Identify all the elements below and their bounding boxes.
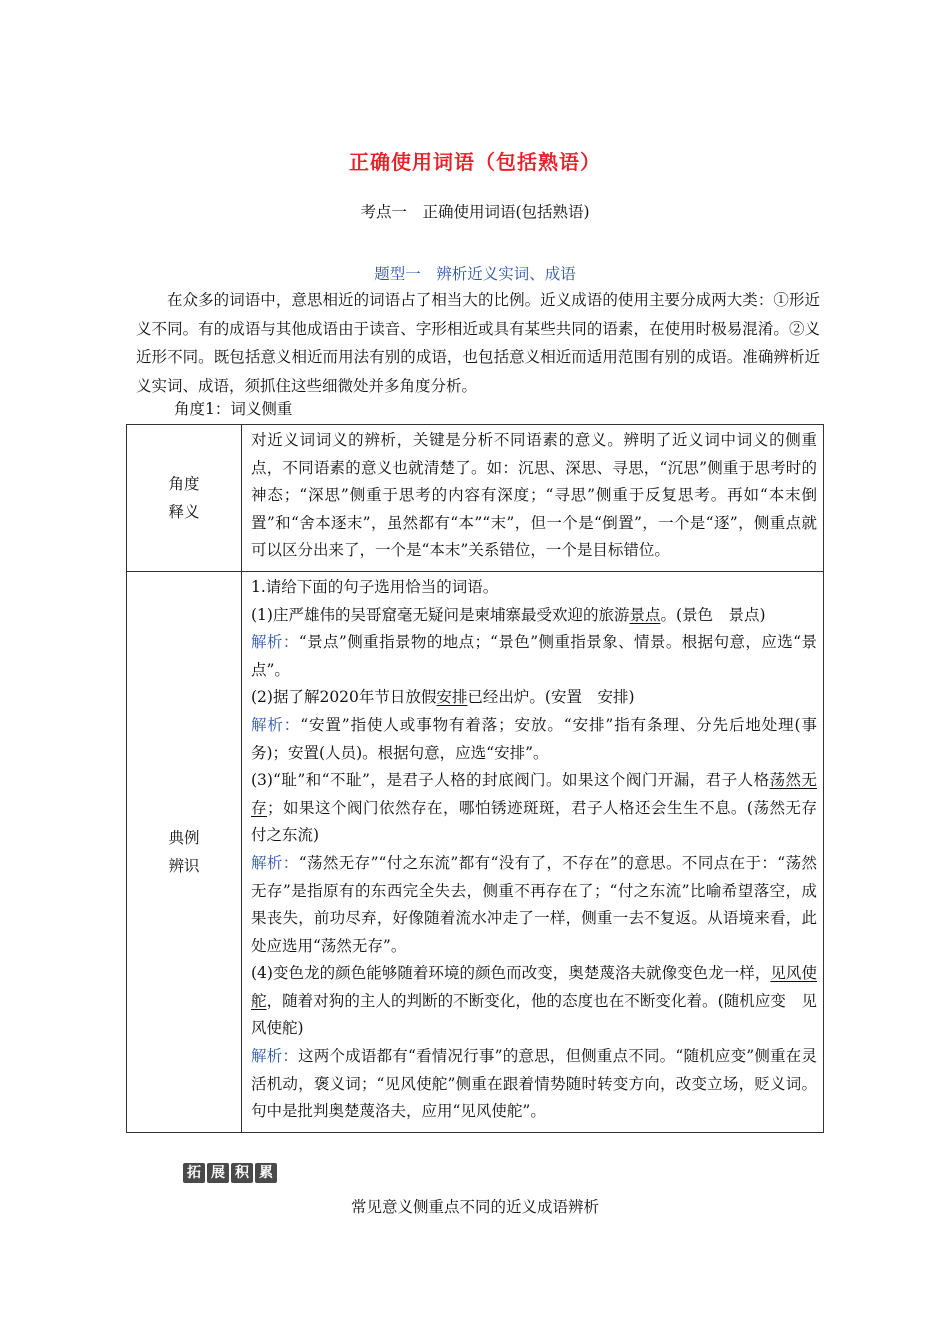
- analysis-label: 解析：: [251, 853, 299, 872]
- analysis-text: 这两个成语都有“看情况行事”的意思，但侧重点不同。“随机应变”侧重在灵活机动，褒义词；“见风使舵”侧重在跟着情势随时转变方向，改变立场，贬义词。句中是批判奥楚蔑洛夫，应用“见风使舵”。: [251, 1047, 817, 1121]
- item-text: ；如果这个阀门依然存在，哪怕锈迹斑斑，君子人格还会生生不息。(荡然无存 付之东流): [251, 798, 833, 845]
- item-1: [251, 602, 817, 630]
- analysis-1: [251, 629, 817, 684]
- analysis-2: [251, 712, 817, 767]
- underlined-word: 景点: [629, 605, 661, 624]
- item-text: (1)庄严雄伟的吴哥窟毫无疑问是柬埔寨最受欢迎的旅游: [251, 605, 630, 624]
- item-text: (2)据了解2020年节日放假: [251, 688, 437, 707]
- row-content: [242, 425, 824, 572]
- table-row: [127, 425, 824, 572]
- badge-char: 拓: [183, 1163, 205, 1183]
- item-text: (3)“耻”和“不耻”，是君子人格的封底阀门。如果这个阀门开漏，君子人格: [251, 771, 770, 790]
- section-subtitle: 常见意义侧重点不同的近义成语辨析: [350, 1198, 599, 1216]
- item-text: 已经出炉。(安置 安排): [467, 688, 635, 707]
- item-text: 。(景色 景点): [660, 605, 766, 624]
- analysis-text: “荡然无存”“付之东流”都有“没有了，不存在”的意思。不同点在于：“荡然无存”是指原有的东西完全失去，侧重不再存在了；“付之东流”比喻希望落空，成果丧失，前功尽弃，好像随着流水冲走了一样，侧重一去不复返。从语境来看，此处应选用“荡然无存”。: [251, 853, 817, 955]
- underlined-word: 荡然无存: [251, 771, 817, 817]
- definition-text: 对近义词词义的辨析，关键是分析不同语素的意义。辨明了近义词中词义的侧重点，不同语素的意义也就清楚了。如：沉思、深思、寻思，“沉思”侧重于思考时的神态；“深思”侧重于思考的内容有深度；“寻思”侧重于反复思考。再如“本末倒置”和“舍本逐末”，虽然都有“本”“末”，但一个是“倒置”，一个是“逐”，侧重点就可以区分出来了，一个是“本末”关系错位，一个是目标错位。: [251, 431, 817, 560]
- underlined-word: 见风使舵: [251, 964, 817, 1010]
- row-label-line: 辨识: [168, 856, 200, 875]
- analysis-label: 解析：: [251, 1047, 299, 1066]
- extension-badge: [183, 1163, 277, 1183]
- angle-heading: 角度1：词义侧重: [174, 400, 293, 418]
- row-label: [127, 571, 242, 1132]
- analysis-4: [251, 1043, 817, 1126]
- intro-text: 在众多的词语中，意思相近的词语占了相当大的比例。近义成语的使用主要分成两大类：①形近义不同。有的成语与其他成语由于读音、字形相近或具有某些共同的语素，在使用时极易混淆。②义近形不同。既包括意义相近而用法有别的成语，也包括意义相近而适用范围有别的成语。准确辨析近义实词、成语，须抓住这些细微处并多角度分析。: [136, 291, 820, 395]
- row-label-line: 释义: [168, 502, 200, 521]
- table-row: [127, 571, 824, 1132]
- row-content: [242, 571, 833, 1132]
- underlined-word: 安排: [436, 688, 468, 707]
- item-text: ，随着对狗的主人的判断的不断变化，他的态度也在不断变化着。(随机应变 见风使舵): [251, 991, 817, 1038]
- analysis-table: [126, 424, 833, 1133]
- badge-char: 展: [207, 1163, 229, 1183]
- tixing-heading: 题型一 辨析近义实词、成语: [374, 265, 576, 283]
- badge-char: 积: [231, 1163, 253, 1183]
- item-3: [251, 767, 833, 850]
- analysis-label: 解析：: [251, 633, 299, 652]
- analysis-label: 解析：: [251, 715, 301, 734]
- row-label: [127, 425, 242, 572]
- document-title: 正确使用词语（包括熟语）: [349, 150, 601, 174]
- analysis-text: “景点”侧重指景物的地点；“景色”侧重指景象、情景。根据句意，应选“景点”。: [251, 633, 817, 679]
- analysis-text: “安置”指使人或事物有着落；安放。“安排”指有条理、分先后地处理(事务)；安置(人员)。根据句意，应选“安排”。: [251, 715, 817, 762]
- kaodian-heading: 考点一 正确使用词语(包括熟语): [360, 203, 590, 221]
- row-label-line: 典例: [168, 828, 200, 847]
- row-label-line: 角度: [168, 474, 200, 493]
- analysis-3: [251, 850, 817, 960]
- intro-paragraph: [136, 286, 820, 400]
- item-text: (4)变色龙的颜色能够随着环境的颜色而改变，奥楚蔑洛夫就像变色龙一样，: [251, 964, 771, 983]
- item-2: [251, 684, 817, 712]
- item-4: [251, 960, 817, 1043]
- question-text: 1.请给下面的句子选用恰当的词语。: [251, 577, 499, 596]
- badge-char: 累: [255, 1163, 277, 1183]
